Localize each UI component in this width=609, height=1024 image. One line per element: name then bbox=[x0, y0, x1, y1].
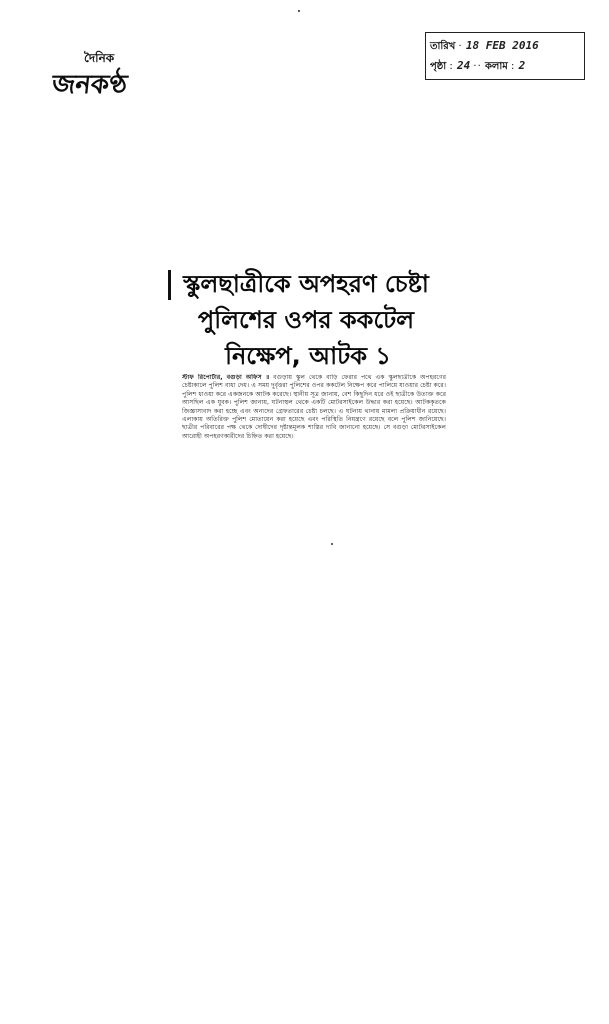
stamp-separator: : bbox=[449, 61, 454, 72]
stamp-column-value: 2 bbox=[518, 59, 526, 72]
article-byline: স্টাফ রিপোর্টার, বগুড়া অফিস ॥ bbox=[182, 374, 270, 381]
headline-line-2: পুলিশের ওপর ককটেল bbox=[197, 306, 415, 334]
stamp-date-label: তারিখ bbox=[430, 41, 456, 52]
stamp-date-value: 18 FEB 2016 bbox=[465, 39, 539, 52]
masthead-title: জনকণ্ঠ bbox=[50, 70, 129, 100]
stamp-separator: ·· bbox=[473, 61, 482, 72]
news-article bbox=[168, 262, 446, 552]
stamp-column-label: কলাম bbox=[484, 61, 508, 72]
article-body-text: বগুড়ায় স্কুল থেকে বাড়ি ফেরার পথে এক স্কুলছাত্রীকে অপহরণের চেষ্টাকালে পুলিশ বাধা দেয়। এ সময় দুর্বৃত্তরা পুলিশের ওপর ককটেল নিক্ষেপ করে পালিয়ে যাওয়ার চেষ্টা করে। পুলিশ ধাওয়া করে একজনকে আটক করেছে। স্থানীয় সূত্র জানায়, বেশ কিছুদিন ধরে ওই ছাত্রীকে উত্যক্ত করে আসছিল এক যুবক। পুলিশ জানায়, ঘটনাস্থল থেকে একটি মোটরসাইকেল উদ্ধার করা হয়েছে। আটককৃতকে জিজ্ঞাসাবাদ করা হচ্ছে এবং অন্যদের গ্রেফতারের চেষ্টা চলছে। এ ঘটনায় থানায় মামলা প্রক্রিয়াধীন রয়েছে। এলাকায় অতিরিক্ত পুলিশ মোতায়েন করা হয়েছে এবং পরিস্থিতি নিয়ন্ত্রণে রয়েছে বলে পুলিশ জানিয়েছে। ছাত্রীর পরিবারের পক্ষ থেকে দোষীদের দৃষ্টান্তমূলক শাস্তির দাবি জানানো হয়েছে। সে বগুড়া মোটরসাইকেল আরোহী অপহরণকারীদের চিহ্নিত করা হয়েছে। bbox=[182, 374, 446, 440]
article-body bbox=[182, 374, 446, 550]
stamp-page-value: 24 bbox=[456, 59, 471, 72]
headline-line-1: স্কুলছাত্রীকে অপহরণ চেষ্টা bbox=[183, 270, 429, 298]
stamp-page-row bbox=[430, 59, 525, 76]
archive-stamp bbox=[425, 32, 585, 80]
masthead-daily-label: দৈনিক bbox=[84, 51, 115, 65]
stamp-date-row bbox=[430, 39, 539, 56]
stamp-separator: · bbox=[458, 41, 463, 52]
headline-line-3: নিক্ষেপ, আটক ১ bbox=[225, 342, 391, 370]
stamp-page-label: পৃষ্ঠা bbox=[430, 61, 447, 72]
scan-speck bbox=[298, 10, 300, 12]
stamp-separator: : bbox=[511, 61, 516, 72]
newspaper-masthead bbox=[52, 50, 192, 110]
scan-speck bbox=[331, 543, 333, 545]
